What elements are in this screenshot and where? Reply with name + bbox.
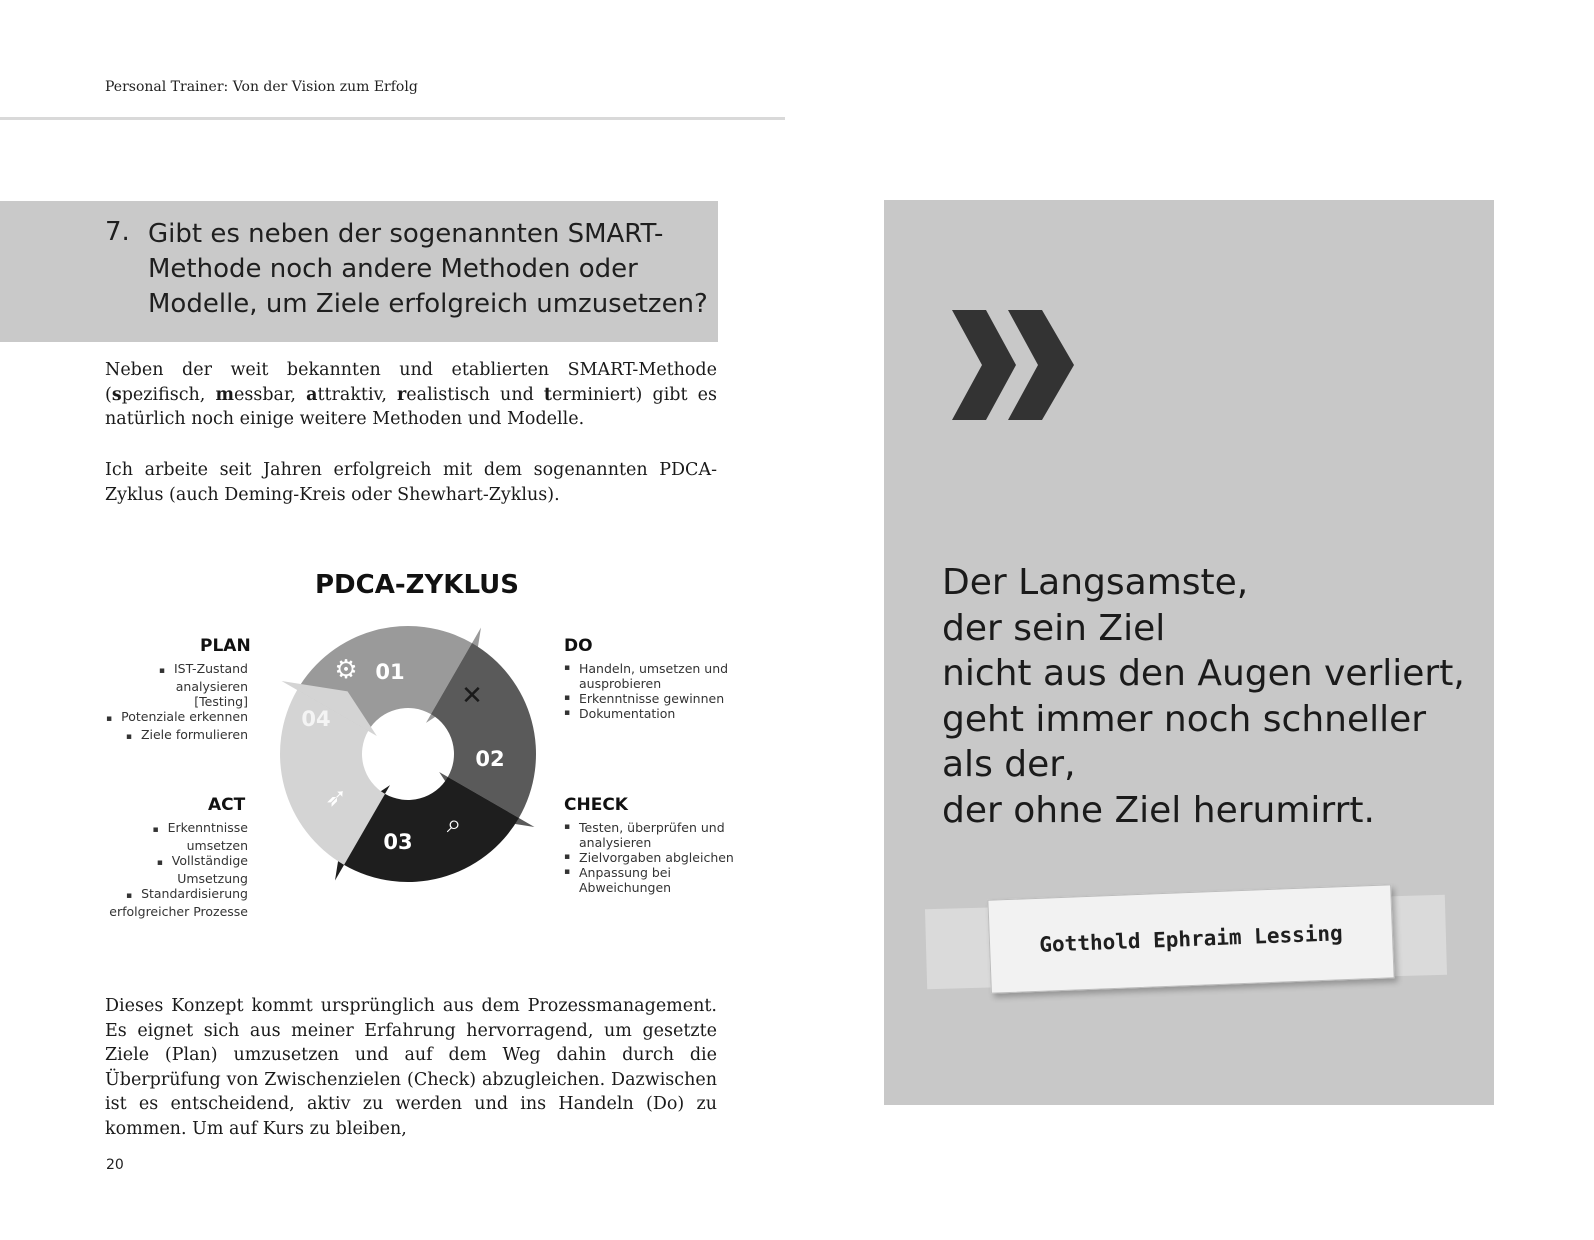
paragraph-pdca-intro: Ich arbeite seit Jahren erfolgreich mit dem sogenannten PDCA-Zyklus (auch Deming-Kreis oder Shewhart-Zyklus). [105,460,717,505]
paragraph-concept: Dieses Konzept kommt ursprünglich aus dem Prozessmanagement. Es eignet sich aus meiner Erfahrung hervorragend, um gesetzte Ziele (Plan) umzusetzen und auf dem Weg dahin durch die Überprüfung von Zwischenzielen (Check) abzugleichen. Dazwischen ist es entscheidend, aktiv zu werden und ins Handeln (Do) zu kommen. Um auf Kurs zu bleiben, [105,996,717,1139]
check-list [564,820,734,895]
list-item: ▪ Anpassung bei Abweichungen [564,865,734,895]
act-heading: ACT [208,795,246,815]
quote-author: Gotthold Ephraim Lessing [1038,921,1344,957]
question-number: 7. [105,217,130,247]
plan-list [90,661,248,745]
author-card [987,884,1394,993]
list-item: erfolgreicher Prozesse [109,904,248,919]
paragraph-smart: Neben der weit bekannten und etablierten SMART-Methode (spezifisch, messbar, attraktiv, realistisch und terminiert) gibt es natürlich noch einige weitere Methoden und Modelle. [105,360,717,429]
plan-heading: PLAN [200,636,251,656]
list-item: ▪ Zielvorgaben abgleichen [564,850,734,865]
double-chevron-quote-icon [952,310,1078,420]
pdca-segment-number: 02 [475,747,505,771]
pdca-segment-number: 01 [375,660,405,684]
quote-panel [884,200,1494,1105]
act-list [90,820,248,919]
list-item: ▪ Potenziale erkennen [106,709,248,724]
clipboard-gear-icon: ⚙ [334,655,358,685]
list-item: ▪ Vollständige [156,853,248,868]
list-item: ▪ Dokumentation [564,706,734,721]
list-item: ▪ Erkenntnisse gewinnen [564,691,734,706]
pdca-segment-number: 04 [301,707,331,731]
list-item: ▪ Erkenntnisse umsetzen [152,820,248,853]
list-item: ▪ Standardisierung [125,886,248,901]
question-text: Gibt es neben der sogenannten SMART-Methode noch andere Methoden oder Modelle, um Ziele erfolgreich umzusetzen? [148,219,708,319]
page-number: 20 [106,1157,124,1173]
list-item: [Testing] [194,694,248,709]
do-heading: DO [564,636,593,656]
magnifier-icon: ⌕ [446,809,462,839]
pdca-segment-number: 03 [383,830,413,854]
list-item: Umsetzung [177,871,248,886]
header-divider [0,117,785,120]
check-heading: CHECK [564,795,628,815]
pdca-diagram [90,560,740,930]
running-header: Personal Trainer: Von der Vision zum Erfolg [105,79,418,95]
diagram-title: PDCA-ZYKLUS [315,570,519,600]
list-item: ▪ Handeln, umsetzen und ausprobieren [564,661,734,691]
do-list [564,661,734,721]
list-item: ▪ IST-Zustand analysieren [158,661,248,694]
tools-icon: ✕ [461,681,483,711]
rocket-icon: ➶ [325,783,347,813]
quote-text: Der Langsamste, der sein Ziel nicht aus den Augen verliert, geht immer noch schneller als der, der ohne Ziel herumirrt. [942,562,1465,831]
list-item: ▪ Ziele formulieren [125,727,248,742]
list-item: ▪ Testen, überprüfen und analysieren [564,820,734,850]
